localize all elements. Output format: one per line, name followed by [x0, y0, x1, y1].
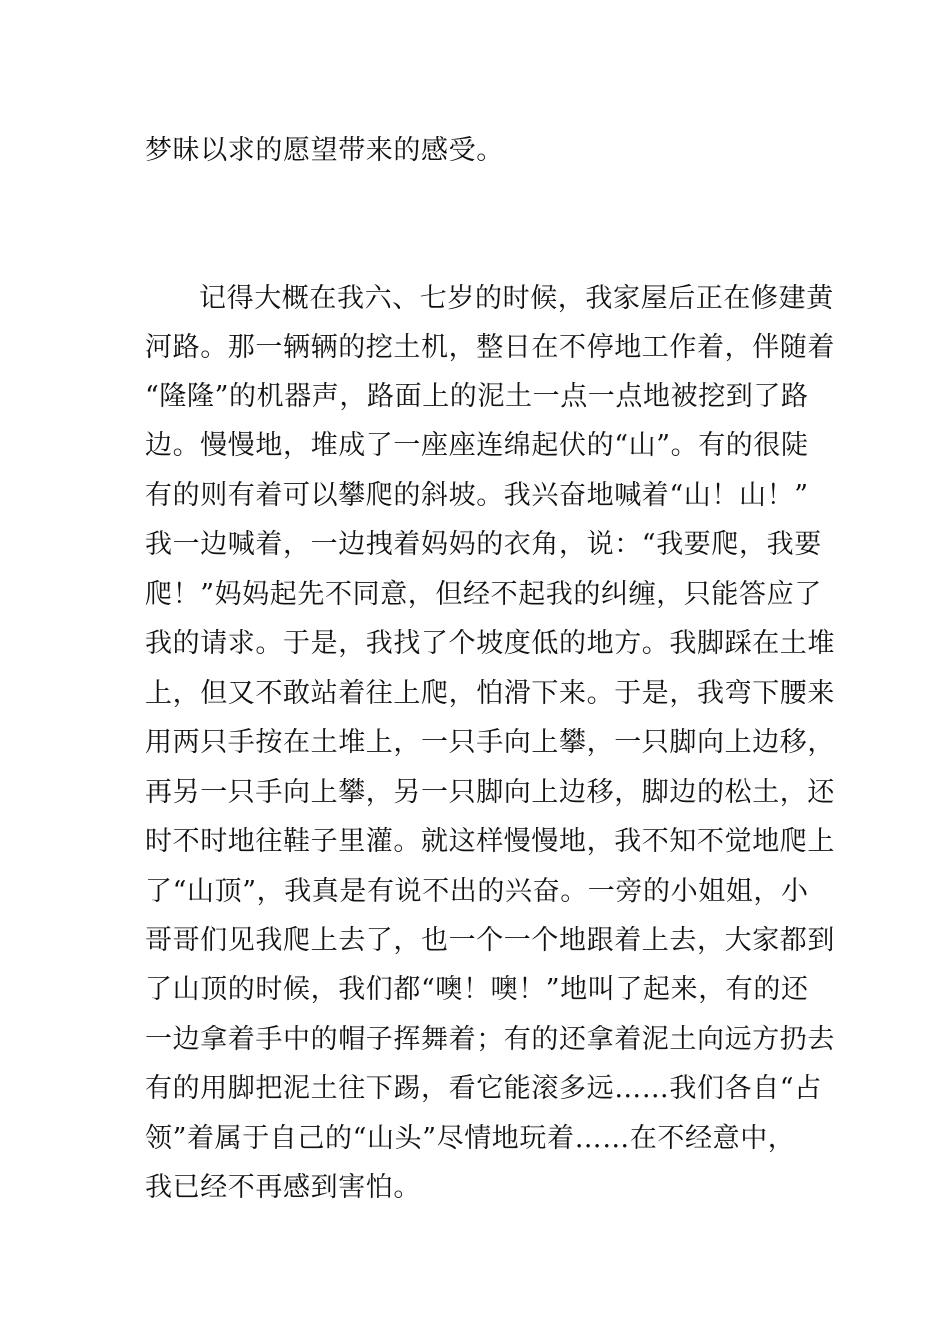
carryover-text-line: 梦昧以求的愿望带来的感受。 — [145, 135, 504, 166]
paragraph-line: 了“山顶”，我真是有说不出的兴奋。一旁的小姐姐，小 — [145, 876, 809, 907]
paragraph-line: 领”着属于自己的“山头”尽情地玩着……在不经意中， — [145, 1123, 796, 1154]
paragraph-line: 一边拿着手中的帽子挥舞着；有的还拿着泥土向远方扔去 — [145, 1024, 835, 1055]
paragraph-line: 哥哥们见我爬上去了，也一个一个地跟着上去，大家都到 — [145, 925, 835, 956]
paragraph-line: 记得大概在我六、七岁的时候，我家屋后正在修建黄 — [199, 283, 834, 314]
paragraph-line: 了山顶的时候，我们都“噢！噢！”地叫了起来，有的还 — [145, 974, 809, 1005]
paragraph-line: 我的请求。于是，我找了个坡度低的地方。我脚踩在土堆 — [145, 628, 835, 659]
paragraph-line: “隆隆”的机器声，路面上的泥土一点一点地被挖到了路 — [145, 381, 809, 412]
paragraph-line: 用两只手按在土堆上，一只手向上攀，一只脚向上边移， — [145, 727, 835, 758]
paragraph-line: 有的则有着可以攀爬的斜坡。我兴奋地喊着“山！山！” — [145, 480, 809, 511]
paragraph-line: 河路。那一辆辆的挖土机，整日在不停地工作着，伴随着 — [145, 332, 835, 363]
paragraph-line: 我已经不再感到害怕。 — [145, 1172, 421, 1203]
paragraph-line: 有的用脚把泥土往下踢，看它能滚多远……我们各自“占 — [145, 1073, 822, 1104]
paragraph-line: 爬！”妈妈起先不同意，但经不起我的纠缠，只能答应了 — [145, 579, 822, 610]
paragraph-line: 再另一只手向上攀，另一只脚向上边移，脚边的松土，还 — [145, 777, 835, 808]
paragraph-line: 时不时地往鞋子里灌。就这样慢慢地，我不知不觉地爬上 — [145, 826, 835, 857]
paragraph-line: 上，但又不敢站着往上爬，怕滑下来。于是，我弯下腰来 — [145, 678, 835, 709]
paragraph-line: 我一边喊着，一边拽着妈妈的衣角，说：“我要爬，我要 — [145, 529, 822, 560]
paragraph-line: 边。慢慢地，堆成了一座座连绵起伏的“山”。有的很陡 — [145, 430, 809, 461]
